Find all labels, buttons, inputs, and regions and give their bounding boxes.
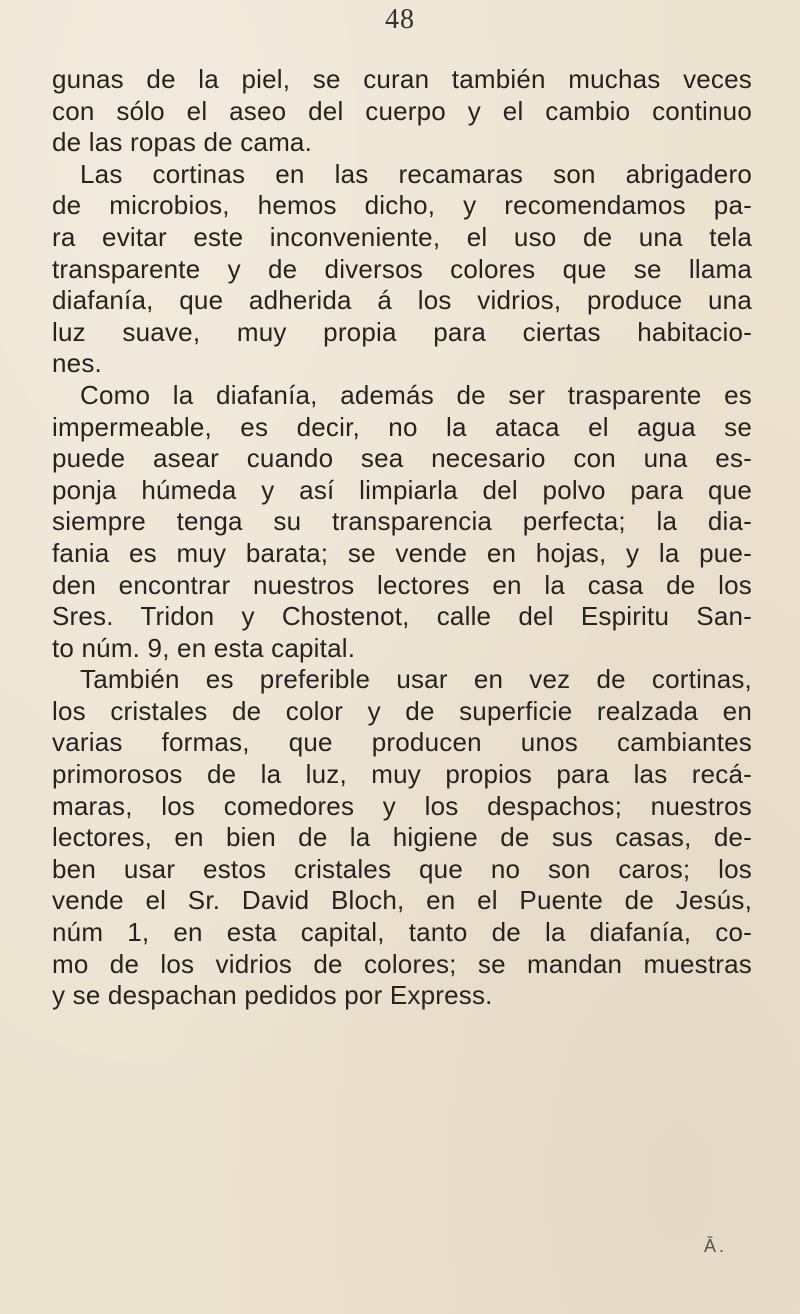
text-line: de las ropas de cama.: [52, 127, 313, 158]
text-line: vende el Sr. David Bloch, en el Puente de Jesús,: [52, 885, 752, 916]
body-text: [52, 64, 752, 1012]
paragraph: [52, 380, 752, 664]
stray-ink-marks: Ā.: [704, 1236, 728, 1256]
text-line: puede asear cuando sea necesario con una es-: [52, 443, 752, 474]
text-line: Como la diafanía, además de ser trasparente es: [80, 379, 752, 410]
text-line: ben usar estos cristales que no son caros; los: [52, 853, 752, 884]
text-line: ponja húmeda y así limpiarla del polvo para que: [52, 474, 752, 505]
text-line: maras, los comedores y los despachos; nuestros: [52, 790, 752, 821]
paragraph: [52, 664, 752, 1012]
text-line: con sólo el aseo del cuerpo y el cambio continuo: [52, 95, 752, 126]
text-line: También es preferible usar en vez de cortinas,: [80, 664, 752, 695]
text-line: to núm. 9, en esta capital.: [52, 632, 356, 663]
text-line: ra evitar este inconveniente, el uso de una tela: [52, 221, 752, 252]
text-line: y se despachan pedidos por Express.: [52, 980, 493, 1011]
text-line: siempre tenga su transparencia perfecta; la dia-: [52, 506, 752, 537]
text-line: mo de los vidrios de colores; se mandan muestras: [52, 948, 752, 979]
text-line: luz suave, muy propia para ciertas habitacio-: [52, 316, 752, 347]
text-line: lectores, en bien de la higiene de sus casas, de-: [52, 822, 752, 853]
text-line: de microbios, hemos dicho, y recomendamos pa-: [52, 190, 752, 221]
text-line: diafanía, que adherida á los vidrios, produce una: [52, 285, 752, 316]
paragraph: [52, 159, 752, 380]
text-line: primorosos de la luz, muy propios para las recá-: [52, 759, 752, 790]
text-line: den encontrar nuestros lectores en la casa de los: [52, 569, 752, 600]
text-line: varias formas, que producen unos cambiantes: [52, 727, 752, 758]
text-line: Sres. Tridon y Chostenot, calle del Espiritu San-: [52, 601, 752, 632]
text-line: núm 1, en esta capital, tanto de la diafanía, co-: [52, 917, 752, 948]
text-line: nes.: [52, 348, 102, 379]
page-number: 48: [385, 4, 415, 35]
paragraph: [52, 64, 752, 159]
text-line: impermeable, es decir, no la ataca el agua se: [52, 411, 752, 442]
text-line: los cristales de color y de superficie realzada en: [52, 695, 752, 726]
text-line: transparente y de diversos colores que se llama: [52, 253, 752, 284]
text-line: fania es muy barata; se vende en hojas, y la pue-: [52, 537, 752, 568]
text-line: Las cortinas en las recamaras son abrigadero: [80, 158, 752, 189]
text-line: gunas de la piel, se curan también muchas veces: [52, 64, 752, 94]
